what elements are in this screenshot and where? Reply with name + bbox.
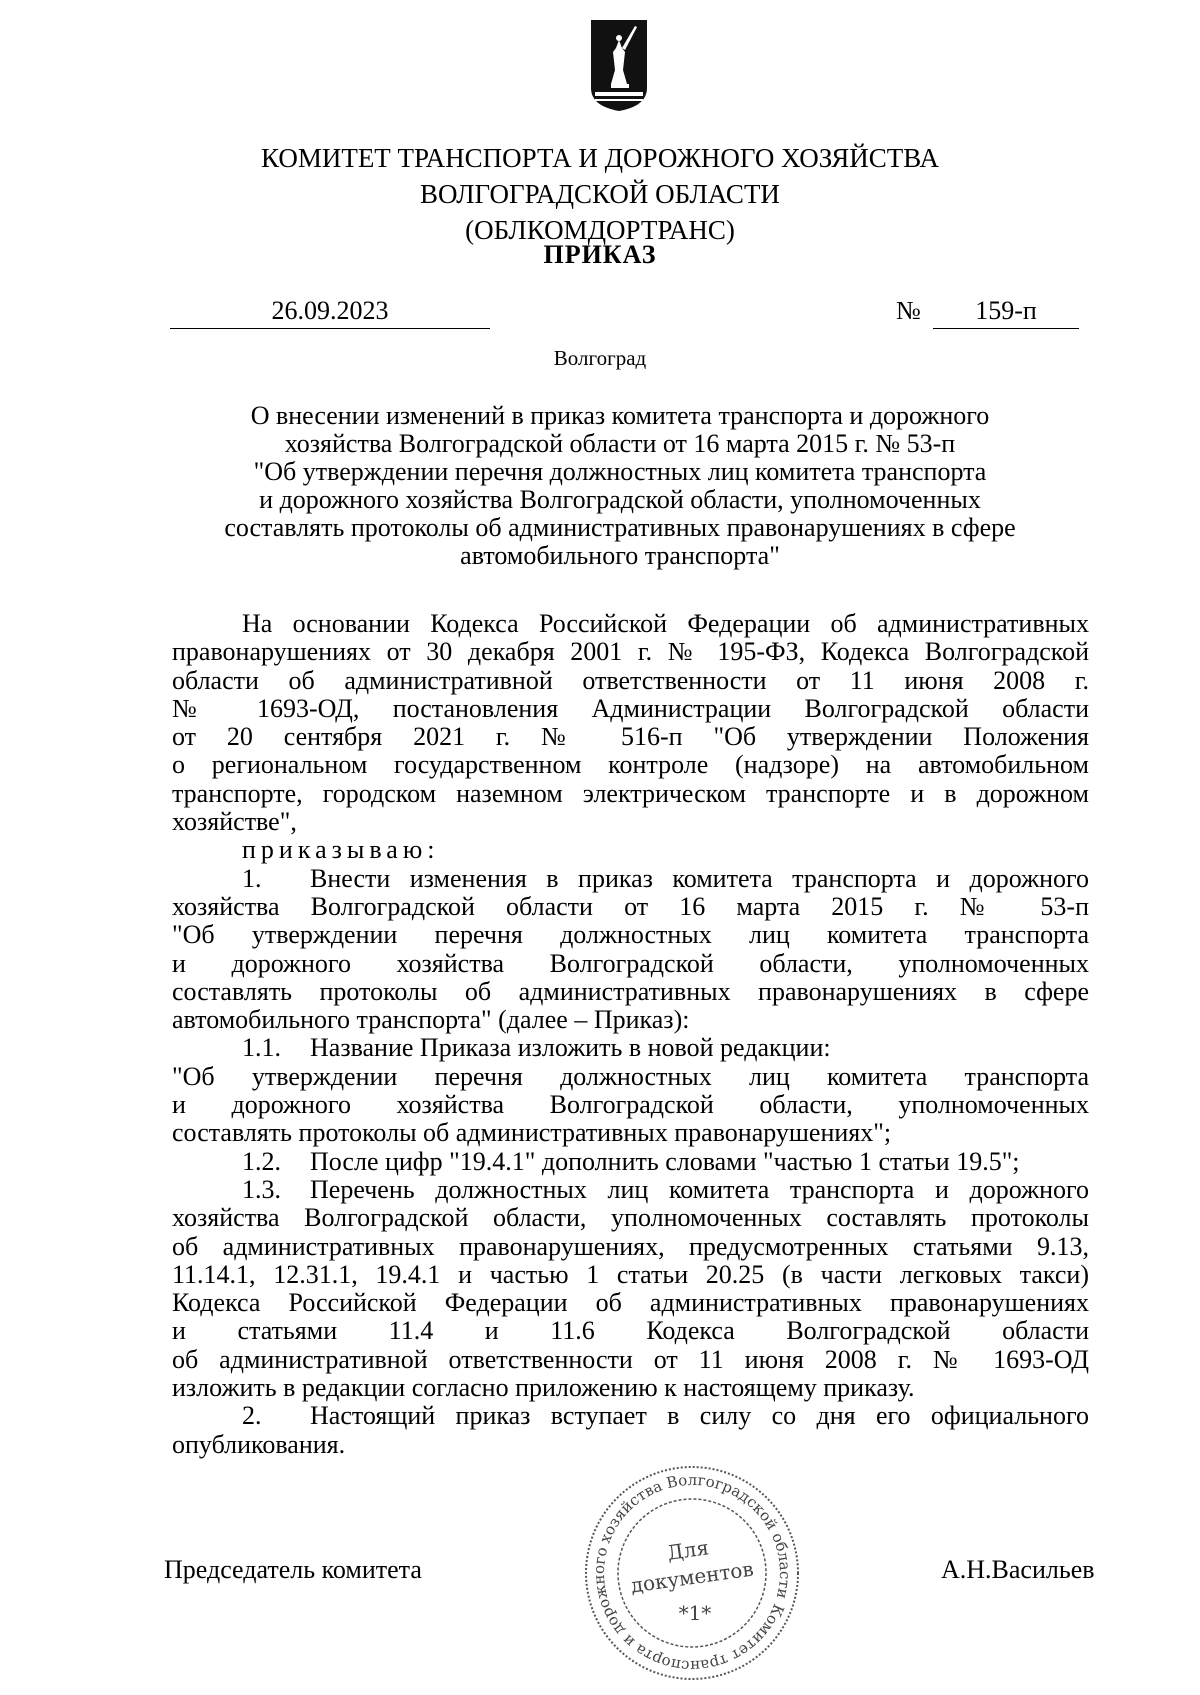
document-number: 159-п [933,296,1079,329]
preamble-line: о региональном государственном контроле (надзоре) на автомобильном [172,750,1089,780]
clause-1-line [172,865,1089,893]
subject-line: составлять протоколы об административных правонарушениях в сфере [224,513,1016,542]
signatory-name: А.Н.Васильев [941,1555,1095,1584]
org-line-3: (ОБЛКОМДОРТРАНС) [465,215,735,245]
clause-1-1-line: "Об утверждении перечня должностных лиц комитета транспорта [172,1061,1089,1091]
document-body [172,610,1089,1459]
clause-1-1-line: и дорожного хозяйства Волгоградской области, уполномоченных [172,1090,1089,1120]
clause-text: Внести изменения в приказ комитета транспорта и дорожного [310,863,1089,893]
seal-center-line-3: *1* [678,1601,712,1625]
clause-1-line: и дорожного хозяйства Волгоградской области, уполномоченных [172,948,1089,978]
clause-number: 1.2. [242,1146,281,1176]
preamble-line: транспорте, городском наземном электрическом транспорте и в дорожном [172,778,1089,808]
clause-1-3-line: хозяйства Волгоградской области, уполномоченных составлять протоколы [172,1203,1089,1233]
document-city: Волгоград [553,346,647,370]
subject-line: О внесении изменений в приказ комитета транспорта и дорожного [250,401,990,430]
clause-1-3-line: изложить в редакции согласно приложению к настоящему приказу. [172,1373,915,1403]
clause-1-1-line: составлять протоколы об административных правонарушениях"; [172,1118,892,1148]
seal-center-line-1: Для [665,1535,711,1565]
order-word: приказываю: [242,835,440,865]
subject-line: и дорожного хозяйства Волгоградской области, уполномоченных [259,485,981,514]
seal-ring-text: Комитет транспорта и дорожного хозяйства Волгоградской области [589,1470,795,1676]
document-type: ПРИКАЗ [543,240,657,269]
clause-1-3-line [172,1176,1089,1204]
subject-line: автомобильного транспорта" [460,541,780,570]
clause-1-line: хозяйства Волгоградской области от 16 марта 2015 г. № 53-п [172,891,1089,921]
org-line-1: КОМИТЕТ ТРАНСПОРТА И ДОРОЖНОГО ХОЗЯЙСТВА [260,143,940,173]
official-seal-icon [583,1462,801,1684]
document-subject [170,402,1070,570]
coat-of-arms-icon [589,18,649,113]
clause-1-2-line [172,1148,1089,1176]
clause-1-3-line: 11.14.1, 12.31.1, 19.4.1 и частью 1 статьи 20.25 (в части легковых такси) [172,1259,1089,1289]
preamble-line: На основании Кодекса Российской Федерации об административных [242,609,1089,638]
clause-1-1-line [172,1034,1089,1062]
clause-1-3-line: Кодекса Российской Федерации об административных правонарушениях [172,1288,1089,1318]
clause-2-line: опубликования. [172,1429,346,1459]
seal-center-line-2: документов [629,1556,755,1598]
signatory-role: Председатель комитета [164,1555,422,1584]
clause-1-3-line: об административных правонарушениях, предусмотренных статьями 9.13, [172,1231,1089,1261]
preamble-line: № 1693-ОД, постановления Администрации Волгоградской области [172,693,1089,723]
clause-1-line: автомобильного транспорта" (далее – Приказ): [172,1005,690,1035]
subject-line: хозяйства Волгоградской области от 16 марта 2015 г. № 53-п [284,429,956,458]
org-line-2: ВОЛГОГРАДСКОЙ ОБЛАСТИ [420,179,780,209]
organization-name [0,140,1200,248]
clause-2-line [172,1402,1089,1430]
clause-1-line: составлять протоколы об административных правонарушениях в сфере [172,976,1089,1006]
preamble-line: области об административной ответственности от 11 июня 2008 г. [172,665,1089,695]
clause-number: 1. [242,863,262,893]
clause-1-3-line: об административной ответственности от 11 июня 2008 г. № 1693-ОД [172,1344,1089,1374]
clause-number: 2. [242,1401,262,1431]
document-date: 26.09.2023 [170,296,490,329]
clause-1-line: "Об утверждении перечня должностных лиц комитета транспорта [172,920,1089,950]
clause-text: После цифр "19.4.1" дополнить словами "частью 1 статьи 19.5"; [310,1146,1020,1176]
clause-text: Название Приказа изложить в новой редакции: [310,1033,831,1063]
preamble-line: хозяйстве", [172,807,297,837]
preamble-line: правонарушениях от 30 декабря 2001 г. № 195-ФЗ, Кодекса Волгоградской [172,637,1089,667]
number-sign: № [896,296,921,325]
clause-1-3-line: и статьями 11.4 и 11.6 Кодекса Волгоградской области [172,1316,1089,1346]
subject-line: "Об утверждении перечня должностных лиц комитета транспорта [253,457,987,486]
clause-text: Настоящий приказ вступает в силу со дня его официального [310,1401,1089,1431]
clause-number: 1.3. [242,1174,281,1204]
preamble-line: от 20 сентября 2021 г. № 516-п "Об утверждении Положения [172,722,1089,752]
clause-number: 1.1. [242,1033,281,1063]
clause-text: Перечень должностных лиц комитета транспорта и дорожного [310,1174,1089,1204]
